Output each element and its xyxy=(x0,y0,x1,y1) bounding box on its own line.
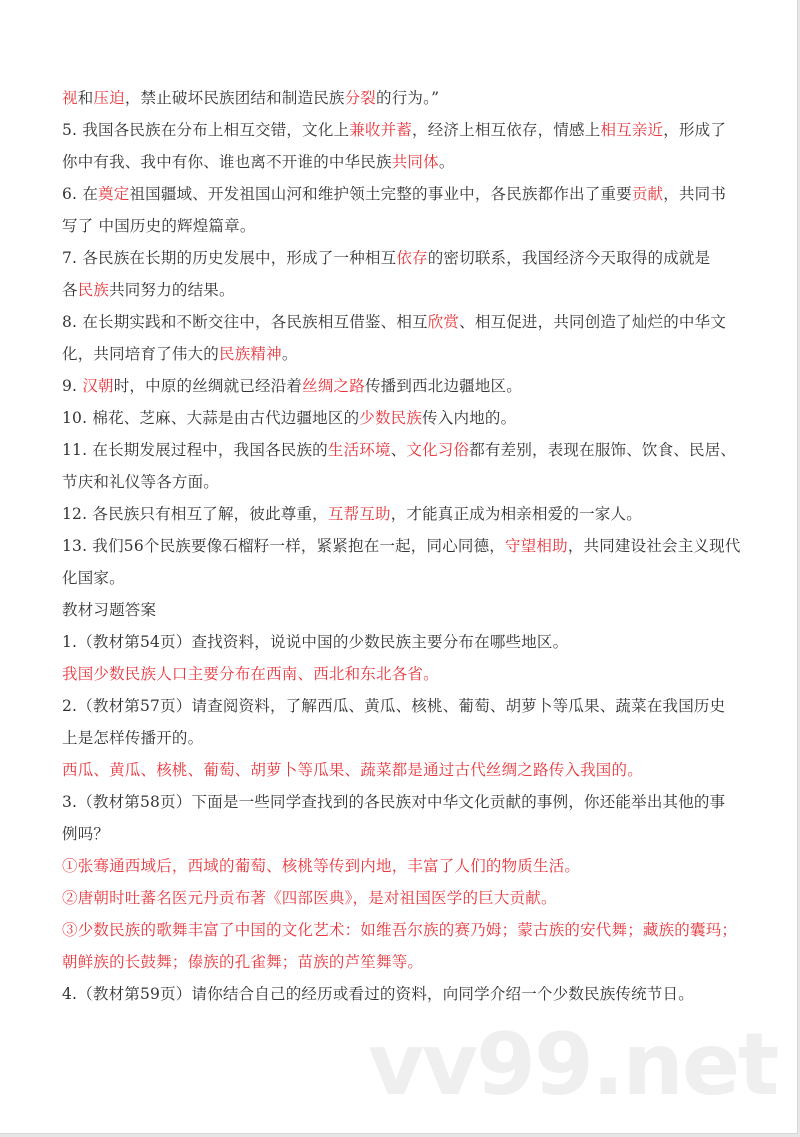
body-text: ，共同建设社会主义现代 xyxy=(567,537,741,555)
text-line xyxy=(62,754,782,786)
body-text: 2.（教材第57页）请查阅资料，了解西瓜、黄瓜、核桃、葡萄、胡萝卜等瓜果、蔬菜在我国历史 xyxy=(62,697,726,715)
body-text: 各 xyxy=(62,281,78,299)
body-text: 传入内地的。 xyxy=(422,409,517,427)
highlighted-answer-text: 文化习俗 xyxy=(406,441,470,459)
text-line xyxy=(62,242,782,274)
body-text: 5. 我国各民族在分布上相互交错，文化上 xyxy=(62,121,350,139)
body-text: 都有差别，表现在服饰、饮食、民居、 xyxy=(469,441,737,459)
highlighted-answer-text: 民族 xyxy=(77,281,110,299)
body-text: 上是怎样传播开的。 xyxy=(62,729,204,747)
text-line xyxy=(62,370,782,402)
watermark: vv99.net xyxy=(368,1015,778,1115)
body-text: 时，中原的丝绸就已经沿着 xyxy=(113,377,303,395)
text-line xyxy=(62,338,782,370)
text-line xyxy=(62,882,782,914)
highlighted-answer-text: 兼收并蓄 xyxy=(349,121,413,139)
body-text: 教材习题答案 xyxy=(62,601,157,619)
body-text: 节庆和礼仪等各方面。 xyxy=(62,473,220,491)
highlighted-answer-text: 西瓜、黄瓜、核桃、葡萄、胡萝卜等瓜果、蔬菜都是通过古代丝绸之路传入我国的。 xyxy=(62,761,643,779)
text-line xyxy=(62,82,782,114)
highlighted-answer-text: 压迫 xyxy=(93,89,125,107)
highlighted-answer-text: 互帮互助 xyxy=(327,505,391,523)
text-line xyxy=(62,434,782,466)
text-line xyxy=(62,274,782,306)
text-line xyxy=(62,722,782,754)
body-text: 7. 各民族在长期的历史发展中，形成了一种相互 xyxy=(62,249,397,267)
highlighted-answer-text: 我国少数民族人口主要分布在西南、西北和东北各省。 xyxy=(62,665,439,683)
text-line xyxy=(62,466,782,498)
body-text: 11. 在长期发展过程中，我国各民族的 xyxy=(62,441,328,459)
text-line xyxy=(62,210,782,242)
text-line xyxy=(62,914,782,946)
body-text: 、 xyxy=(390,441,407,459)
text-line xyxy=(62,530,782,562)
text-line xyxy=(62,114,782,146)
body-text: ，形成了 xyxy=(663,121,727,139)
body-text: ，禁止破坏民族团结和制造民族 xyxy=(124,89,345,107)
body-text: 化，共同培育了伟大的 xyxy=(62,345,220,363)
body-text: 的密切联系，我国经济今天取得的成就是 xyxy=(427,249,711,267)
text-line xyxy=(62,978,782,1010)
highlighted-answer-text: 朝鲜族的长鼓舞；傣族的孔雀舞；苗族的芦笙舞等。 xyxy=(62,953,424,971)
text-line xyxy=(62,498,782,530)
body-text: 。 xyxy=(281,345,298,363)
text-line xyxy=(62,690,782,722)
highlighted-answer-text: 汉朝 xyxy=(82,377,114,395)
highlighted-answer-text: 相互亲近 xyxy=(600,121,664,139)
body-text: 13. 我们56个民族要像石榴籽一样，紧紧抱在一起，同心同德， xyxy=(62,537,506,555)
body-text: ，经济上相互依存，情感上 xyxy=(412,121,601,139)
text-line xyxy=(62,946,782,978)
highlighted-answer-text: 贡献 xyxy=(631,185,664,203)
highlighted-answer-text: ①张骞通西域后，西域的葡萄、核桃等传到内地，丰富了人们的物质生活。 xyxy=(62,857,581,875)
body-text: 例吗？ xyxy=(62,825,110,843)
text-line xyxy=(62,402,782,434)
text-line xyxy=(62,178,782,210)
text-line xyxy=(62,562,782,594)
body-text: 和 xyxy=(77,89,94,107)
body-text: 化国家。 xyxy=(62,569,125,587)
highlighted-answer-text: 民族精神 xyxy=(219,345,282,363)
body-text: 。 xyxy=(438,153,455,171)
body-text: 的行为。” xyxy=(376,89,440,107)
body-text: 10. 棉花、芝麻、大蒜是由古代边疆地区的 xyxy=(62,409,360,427)
body-text: 1.（教材第54页）查找资料，说说中国的少数民族主要分布在哪些地区。 xyxy=(62,633,569,651)
highlighted-answer-text: 分裂 xyxy=(344,89,377,107)
highlighted-answer-text: ③少数民族的歌舞丰富了中国的文化艺术：如维吾尔族的赛乃姆；蒙古族的安代舞；藏族的囊玛； xyxy=(62,921,738,939)
body-text: 6. 在 xyxy=(62,185,99,203)
text-line xyxy=(62,594,782,626)
text-line xyxy=(62,658,782,690)
highlighted-answer-text: 依存 xyxy=(396,249,428,267)
text-line xyxy=(62,146,782,178)
body-text: 传播到西北边疆地区。 xyxy=(364,377,522,395)
highlighted-answer-text: 奠定 xyxy=(98,185,130,203)
text-line xyxy=(62,786,782,818)
text-line xyxy=(62,626,782,658)
text-line xyxy=(62,306,782,338)
body-text: 4.（教材第59页）请你结合自己的经历或看过的资料，向同学介绍一个少数民族传统节日。 xyxy=(62,985,694,1003)
body-text: ，才能真正成为相亲相爱的一家人。 xyxy=(390,505,642,523)
body-text: 、相互促进，共同创造了灿烂的中华文 xyxy=(459,313,727,331)
body-text: 3.（教材第58页）下面是一些同学查找到的各民族对中华文化贡献的事例，你还能举出其他的事 xyxy=(62,793,726,811)
body-text: 共同努力的结果。 xyxy=(109,281,235,299)
body-text: 12. 各民族只有相互了解，彼此尊重， xyxy=(62,505,328,523)
body-text: 9. xyxy=(62,377,83,395)
body-text: 祖国疆域、开发祖国山河和维护领土完整的事业中，各民族都作出了重要 xyxy=(129,185,632,203)
highlighted-answer-text: ②唐朝时吐蕃名医元丹贡布著《四部医典》，是对祖国医学的巨大贡献。 xyxy=(62,889,557,907)
highlighted-answer-text: 欣赏 xyxy=(427,313,460,331)
text-line xyxy=(62,818,782,850)
body-text: ，共同书 xyxy=(663,185,727,203)
highlighted-answer-text: 生活环境 xyxy=(327,441,391,459)
body-text: 8. 在长期实践和不断交往中，各民族相互借鉴、相互 xyxy=(62,313,428,331)
highlighted-answer-text: 共同体 xyxy=(391,153,439,171)
highlighted-answer-text: 丝绸之路 xyxy=(302,377,365,395)
body-text: 写了 中国历史的辉煌篇章。 xyxy=(62,217,256,235)
body-text: 你中有我、我中有你、谁也离不开谁的中华民族 xyxy=(62,153,392,171)
text-line xyxy=(62,850,782,882)
document-body xyxy=(62,82,782,1010)
highlighted-answer-text: 守望相助 xyxy=(505,537,568,555)
highlighted-answer-text: 视 xyxy=(62,89,78,107)
highlighted-answer-text: 少数民族 xyxy=(359,409,423,427)
